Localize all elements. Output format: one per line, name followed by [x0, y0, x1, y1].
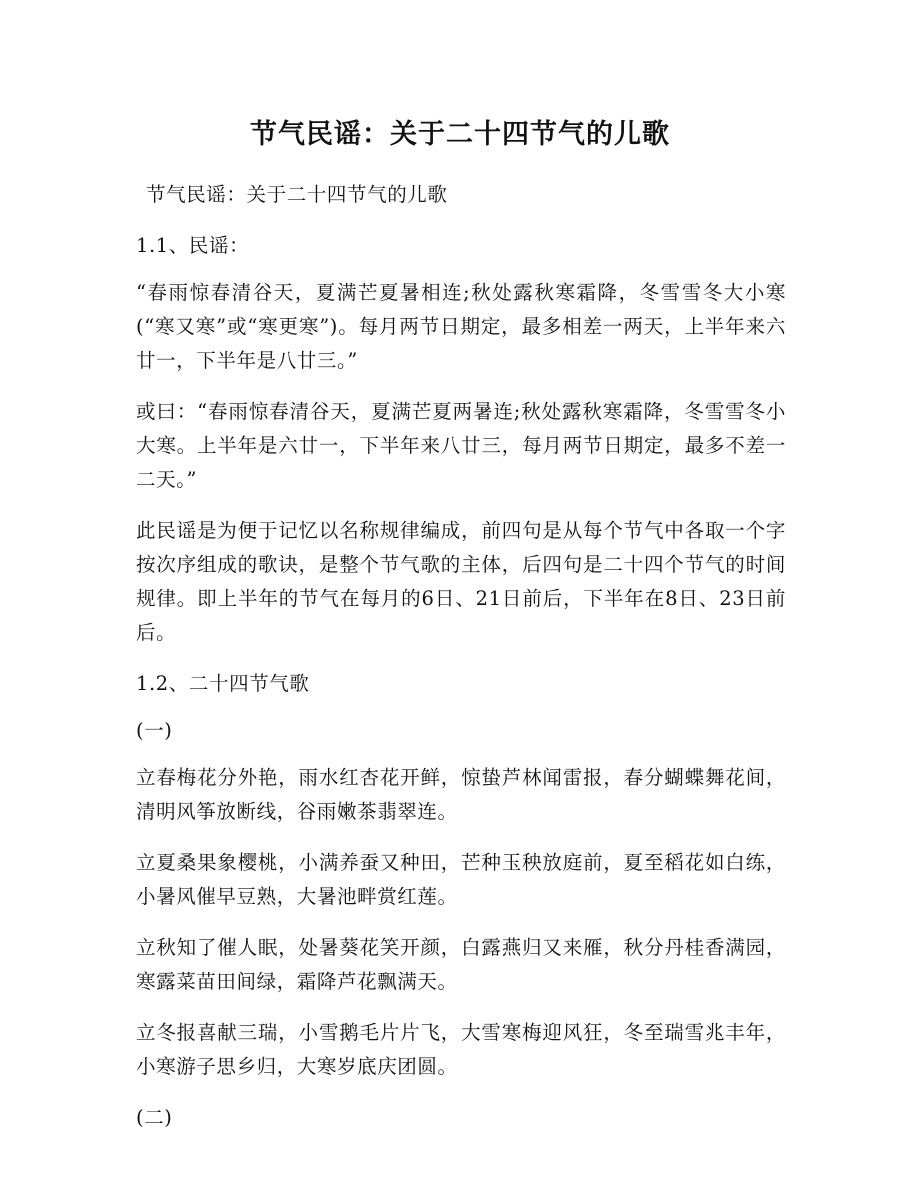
section-heading-1-2: 1.2、二十四节气歌: [136, 672, 310, 695]
subsection-label-1: (一): [136, 719, 173, 742]
paragraph-winter: 立冬报喜献三瑞，小雪鹅毛片片飞，大雪寒梅迎风狂，冬至瑞雪兆丰年，小寒游子思乡归，大寒岁底庆团圆。: [136, 1021, 786, 1078]
subtitle-paragraph: 节气民谣：关于二十四节气的儿歌: [146, 183, 448, 206]
paragraph-folk-rhyme: “春雨惊春清谷天，夏满芒夏暑相连;秋处露秋寒霜降，冬雪雪冬大小寒(“寒又寒”或“寒更寒”)。每月两节日期定，最多相差一两天，上半年来六廿一，下半年是八廿三。”: [136, 281, 786, 372]
section-heading-1-1: 1.1、民谣：: [136, 234, 250, 257]
paragraph-summer: 立夏桑果象樱桃，小满养蚕又种田，芒种玉秧放庭前，夏至稻花如白练，小暑风催早豆熟，大暑池畔赏红莲。: [136, 851, 786, 908]
subsection-label-2: (二): [136, 1106, 173, 1129]
paragraph-alternate-rhyme: 或曰：“春雨惊春清谷天，夏满芒夏两暑连;秋处露秋寒霜降，冬雪雪冬小大寒。上半年是六廿一，下半年来八廿三，每月两节日期定，最多不差一二天。”: [136, 400, 786, 491]
document-body: [136, 178, 786, 1148]
paragraph-explanation: 此民谣是为便于记忆以名称规律编成，前四句是从每个节气中各取一个字按次序组成的歌诀，是整个节气歌的主体，后四句是二十四个节气的时间规律。即上半年的节气在每月的6日、21日前后，下半年在8日、23日前后。: [136, 519, 786, 644]
paragraph-autumn: 立秋知了催人眠，处暑葵花笑开颜，白露燕归又来雁，秋分丹桂香满园，寒露菜苗田间绿，霜降芦花飘满天。: [136, 936, 786, 993]
paragraph-spring: 立春梅花分外艳，雨水红杏花开鲜，惊蛰芦林闻雷报，春分蝴蝶舞花间，清明风筝放断线，谷雨嫩茶翡翠连。: [136, 766, 786, 823]
document-title: 节气民谣：关于二十四节气的儿歌: [250, 119, 670, 150]
